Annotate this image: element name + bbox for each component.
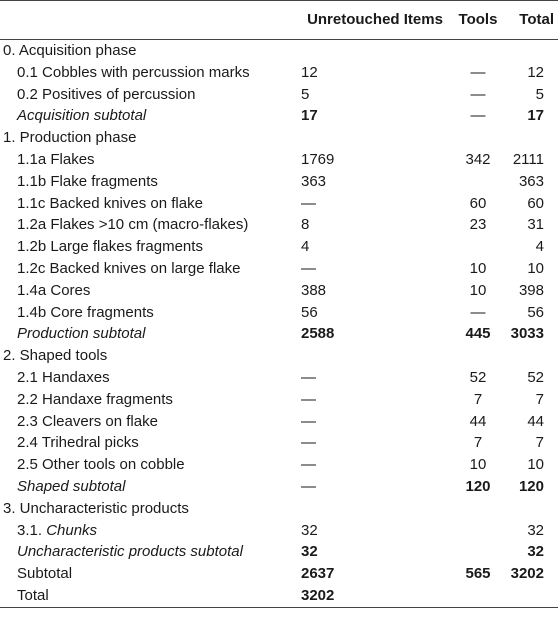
- section-heading: 2. Shaped tools: [3, 347, 108, 365]
- total-cell: 10: [527, 456, 544, 474]
- subtotal-label: Shaped subtotal: [17, 477, 126, 495]
- subtotal-label: Acquisition subtotal: [17, 107, 147, 125]
- item-label: 1.4a Cores: [17, 281, 91, 299]
- table-row: [0, 541, 558, 563]
- table-header: [0, 1, 558, 40]
- table-row: [0, 62, 558, 84]
- section-heading: 3. Uncharacteristic products: [3, 499, 189, 517]
- unretouched-cell: 388: [301, 281, 327, 299]
- total-cell: [507, 40, 558, 62]
- subtotal-label: Production subtotal: [17, 325, 146, 343]
- tools-cell: 23: [469, 216, 487, 234]
- total-cell: 398: [518, 281, 544, 299]
- total-cell: 31: [527, 216, 544, 234]
- item-label: [0, 520, 287, 542]
- total-cell: 7: [535, 390, 544, 408]
- unretouched-cell: [287, 40, 449, 62]
- item-label: 1.2c Backed knives on large flake: [17, 259, 241, 277]
- table-row: [0, 520, 558, 542]
- unretouched-cell: 8: [301, 216, 310, 234]
- tools-cell: 445: [465, 325, 491, 343]
- unretouched-cell: [287, 345, 449, 367]
- tools-cell: 52: [469, 368, 487, 386]
- table-row: [0, 345, 558, 367]
- table-row: [0, 84, 558, 106]
- item-label-prefix: 3.1.: [17, 521, 47, 539]
- section-heading: 0. Acquisition phase: [3, 42, 137, 59]
- total-row-label: Total: [17, 586, 49, 604]
- total-cell: 2111: [512, 150, 544, 168]
- total-cell: 363: [518, 172, 544, 190]
- unretouched-cell: 2588: [301, 325, 335, 343]
- tools-cell: 44: [469, 412, 487, 430]
- unretouched-cell: —: [301, 194, 316, 212]
- item-label: 1.2b Large flakes fragments: [17, 238, 203, 256]
- table-row: [0, 40, 558, 62]
- table-row: [0, 214, 558, 236]
- total-cell: [507, 127, 558, 149]
- header-unretouched-items: Unretouched Items: [307, 11, 443, 28]
- unretouched-cell: 5: [301, 85, 310, 103]
- item-label: 2.4 Trihedral picks: [17, 434, 139, 452]
- tools-cell: [449, 236, 507, 258]
- header-total: Total: [519, 11, 554, 28]
- item-label: 1.1c Backed knives on flake: [17, 194, 203, 212]
- total-cell: [507, 345, 558, 367]
- tools-cell: [449, 127, 507, 149]
- tools-cell: [449, 585, 507, 607]
- tools-cell: 565: [465, 565, 491, 583]
- total-cell: 56: [527, 303, 544, 321]
- tools-cell: 7: [473, 434, 483, 452]
- table-row: [0, 389, 558, 411]
- table-row: [0, 454, 558, 476]
- total-cell: 32: [527, 521, 544, 539]
- unretouched-cell: 17: [301, 107, 318, 125]
- item-label: 0.2 Positives of percussion: [17, 85, 196, 103]
- header-label-cell: [0, 1, 287, 40]
- total-cell: 17: [527, 107, 544, 125]
- total-cell: [507, 498, 558, 520]
- table-body: [0, 40, 558, 608]
- unretouched-cell: 4: [301, 238, 310, 256]
- item-label: 2.3 Cleavers on flake: [17, 412, 158, 430]
- table-row: [0, 476, 558, 498]
- item-label: 2.1 Handaxes: [17, 368, 110, 386]
- tools-cell: 10: [469, 456, 487, 474]
- total-cell: 5: [535, 85, 544, 103]
- unretouched-cell: —: [301, 412, 316, 430]
- table-row: [0, 411, 558, 433]
- unretouched-cell: 56: [301, 303, 318, 321]
- table-row: [0, 498, 558, 520]
- total-cell: 3033: [510, 325, 544, 343]
- tools-cell: —: [470, 107, 486, 125]
- table-row: [0, 127, 558, 149]
- unretouched-cell: 32: [301, 543, 318, 561]
- unretouched-cell: 2637: [301, 565, 335, 583]
- header-tools: Tools: [458, 11, 498, 28]
- item-label-italic: Chunks: [46, 521, 98, 539]
- table-row: [0, 302, 558, 324]
- unretouched-cell: 363: [301, 172, 327, 190]
- item-label: 2.2 Handaxe fragments: [17, 390, 173, 408]
- total-cell: 10: [527, 259, 544, 277]
- item-label: 1.2a Flakes >10 cm (macro-flakes): [17, 216, 249, 234]
- table-row: [0, 149, 558, 171]
- tools-cell: [449, 498, 507, 520]
- unretouched-cell: —: [301, 368, 316, 386]
- table-row: [0, 258, 558, 280]
- item-label: 1.4b Core fragments: [17, 303, 154, 321]
- unretouched-cell: —: [301, 434, 316, 452]
- table-row: [0, 105, 558, 127]
- tools-cell: [449, 345, 507, 367]
- item-label: 0.1 Cobbles with percussion marks: [17, 63, 250, 81]
- unretouched-cell: —: [301, 477, 316, 495]
- total-cell: 44: [527, 412, 544, 430]
- subtotal-label: Uncharacteristic products subtotal: [17, 543, 243, 561]
- tools-cell: 10: [469, 281, 487, 299]
- tools-cell: —: [470, 63, 486, 81]
- item-label: 1.1a Flakes: [17, 150, 95, 168]
- tools-cell: [449, 171, 507, 193]
- total-cell: 52: [527, 368, 544, 386]
- tools-cell: 7: [473, 390, 483, 408]
- header-row: [0, 1, 558, 40]
- section-heading: 1. Production phase: [3, 129, 137, 147]
- table-row: [0, 563, 558, 585]
- total-cell: 32: [527, 543, 544, 561]
- subtotal-row-label: Subtotal: [17, 565, 73, 583]
- unretouched-cell: 12: [301, 63, 318, 81]
- item-label: 1.1b Flake fragments: [17, 172, 158, 190]
- total-cell: 60: [527, 194, 544, 212]
- total-cell: 4: [535, 238, 544, 256]
- total-cell: 7: [535, 434, 544, 452]
- tools-cell: 120: [465, 477, 491, 495]
- unretouched-cell: 1769: [301, 150, 335, 168]
- tools-cell: —: [470, 303, 486, 321]
- unretouched-cell: —: [301, 259, 316, 277]
- table-row: [0, 323, 558, 345]
- total-cell: [507, 585, 558, 607]
- table-row: [0, 171, 558, 193]
- item-label: 2.5 Other tools on cobble: [17, 456, 185, 474]
- unretouched-cell: 3202: [301, 586, 335, 604]
- tools-cell: [449, 541, 507, 563]
- tools-cell: [449, 520, 507, 542]
- table-row: [0, 236, 558, 258]
- total-cell: 12: [527, 63, 544, 81]
- tools-cell: 10: [469, 259, 487, 277]
- tools-cell: 342: [465, 150, 491, 168]
- tools-cell: —: [470, 85, 486, 103]
- total-cell: 3202: [510, 565, 544, 583]
- unretouched-cell: —: [301, 390, 316, 408]
- unretouched-cell: [287, 127, 449, 149]
- table-row: [0, 432, 558, 454]
- table-row: [0, 280, 558, 302]
- tools-cell: [449, 40, 507, 62]
- unretouched-cell: [287, 498, 449, 520]
- unretouched-cell: —: [301, 456, 316, 474]
- unretouched-cell: 32: [301, 521, 318, 539]
- table-row: [0, 193, 558, 215]
- total-cell: 120: [518, 477, 544, 495]
- table-row: [0, 585, 558, 607]
- table-row: [0, 367, 558, 389]
- tools-cell: 60: [469, 194, 487, 212]
